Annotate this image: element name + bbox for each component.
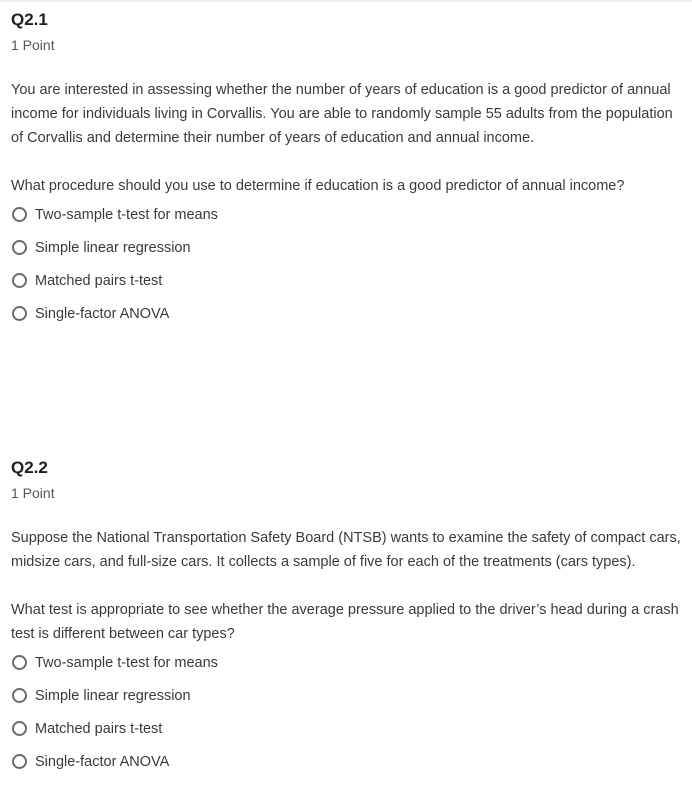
question-intro: Suppose the National Transportation Safety Board (NTSB) wants to examine the safety of compact cars, midsize cars, and full-size cars. It collects a sample of five for each of the treatments (cars types).	[11, 530, 681, 570]
radio-button[interactable]	[12, 688, 27, 703]
question-points: 1 Point	[11, 37, 55, 53]
option-label: Single-factor ANOVA	[35, 305, 170, 322]
option-two-sample-t-test[interactable]	[11, 646, 683, 679]
question-title: Q2.1	[11, 10, 48, 29]
option-label: Matched pairs t-test	[35, 272, 163, 289]
option-matched-pairs-t-test[interactable]	[11, 712, 683, 745]
radio-button[interactable]	[12, 655, 27, 670]
option-simple-linear-regression[interactable]	[11, 679, 683, 712]
radio-button[interactable]	[12, 240, 27, 255]
radio-button[interactable]	[12, 306, 27, 321]
option-single-factor-anova[interactable]	[11, 745, 683, 778]
question-prompt: What procedure should you use to determine if education is a good predictor of annual income?	[11, 178, 625, 194]
option-label: Two-sample t-test for means	[35, 206, 218, 223]
option-label: Matched pairs t-test	[35, 720, 163, 737]
question-q2-2	[11, 456, 683, 778]
question-points: 1 Point	[11, 485, 55, 501]
option-simple-linear-regression[interactable]	[11, 231, 683, 264]
question-q2-1	[11, 8, 683, 330]
question-title: Q2.2	[11, 458, 48, 477]
option-label: Two-sample t-test for means	[35, 654, 218, 671]
option-label: Simple linear regression	[35, 239, 191, 256]
question-intro: You are interested in assessing whether the number of years of education is a good predictor of annual income for individuals living in Corvallis. You are able to randomly sample 55 adults from the population of Corvallis and determine their number of years of education and annual income.	[11, 82, 673, 146]
radio-button[interactable]	[12, 207, 27, 222]
top-divider	[0, 0, 692, 3]
option-single-factor-anova[interactable]	[11, 297, 683, 330]
option-matched-pairs-t-test[interactable]	[11, 264, 683, 297]
answer-options	[11, 646, 683, 778]
radio-button[interactable]	[12, 721, 27, 736]
option-two-sample-t-test[interactable]	[11, 198, 683, 231]
option-label: Simple linear regression	[35, 687, 191, 704]
question-prompt: What test is appropriate to see whether the average pressure applied to the driver’s head during a crash test is different between car types?	[11, 602, 679, 642]
option-label: Single-factor ANOVA	[35, 753, 170, 770]
radio-button[interactable]	[12, 273, 27, 288]
radio-button[interactable]	[12, 754, 27, 769]
answer-options	[11, 198, 683, 330]
